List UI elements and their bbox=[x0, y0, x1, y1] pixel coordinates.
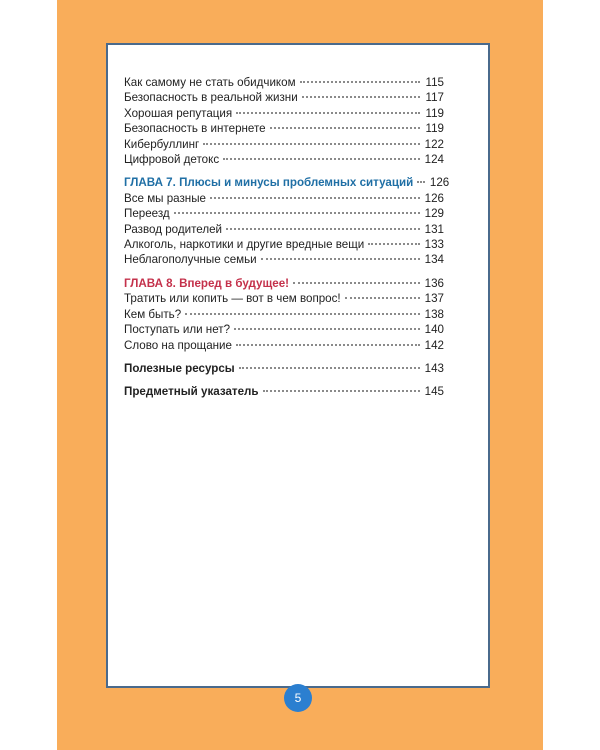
toc-entry[interactable] bbox=[124, 206, 444, 221]
dot-leader bbox=[226, 228, 420, 230]
dot-leader bbox=[203, 143, 420, 145]
dot-leader bbox=[263, 390, 420, 392]
dot-leader bbox=[368, 243, 420, 245]
toc-entry-title: Алкоголь, наркотики и другие вредные вещи bbox=[124, 238, 365, 252]
toc-entry-page: 129 bbox=[424, 207, 444, 221]
dot-leader bbox=[210, 197, 420, 199]
toc-entry-title: Кибербуллинг bbox=[124, 137, 200, 151]
toc-entry-page: 138 bbox=[424, 307, 444, 321]
toc-entry[interactable] bbox=[124, 152, 444, 167]
dot-leader bbox=[223, 158, 420, 160]
toc-entry-title: Неблагополучные семьи bbox=[124, 253, 257, 267]
toc-entry-title: Цифровой детокс bbox=[124, 153, 220, 167]
chapter-title: ГЛАВА 8. Вперед в будущее! bbox=[124, 276, 290, 290]
toc-entry-title: Кем быть? bbox=[124, 307, 182, 321]
toc-entry[interactable] bbox=[124, 106, 444, 121]
resources-heading[interactable] bbox=[124, 361, 444, 376]
toc-entry-page: 122 bbox=[424, 137, 444, 151]
toc-entry[interactable] bbox=[124, 75, 444, 90]
page-number-badge: 5 bbox=[284, 684, 312, 712]
toc-entry[interactable] bbox=[124, 121, 444, 136]
dot-leader bbox=[236, 344, 420, 346]
dot-leader bbox=[300, 81, 420, 83]
dot-leader bbox=[185, 313, 420, 315]
toc-entry-title: Слово на прощание bbox=[124, 338, 232, 352]
section-page: 145 bbox=[424, 385, 444, 399]
toc-entry-title: Хорошая репутация bbox=[124, 106, 233, 120]
toc-entry[interactable] bbox=[124, 237, 444, 252]
dot-leader bbox=[270, 127, 420, 129]
toc-entry-page: 142 bbox=[424, 338, 444, 352]
toc-entry-page: 115 bbox=[425, 76, 444, 89]
toc-entry-page: 131 bbox=[424, 222, 444, 236]
toc-entry[interactable] bbox=[124, 252, 444, 267]
toc-entry-page: 140 bbox=[424, 323, 444, 337]
toc-entry[interactable] bbox=[124, 90, 444, 105]
toc-entry-page: 117 bbox=[425, 91, 444, 105]
toc-entry-page: 124 bbox=[424, 153, 444, 167]
dot-leader bbox=[417, 181, 425, 183]
toc-entry[interactable] bbox=[124, 307, 444, 322]
toc-page bbox=[106, 43, 490, 688]
toc-entry[interactable] bbox=[124, 137, 444, 152]
section-title: Предметный указатель bbox=[124, 385, 259, 399]
toc-entry-title: Безопасность в интернете bbox=[124, 122, 266, 136]
index-heading[interactable] bbox=[124, 384, 444, 399]
dot-leader bbox=[174, 212, 420, 214]
toc-entry-title: Поступать или нет? bbox=[124, 323, 231, 337]
dot-leader bbox=[302, 96, 420, 98]
dot-leader bbox=[293, 282, 420, 284]
toc-entry-title: Все мы разные bbox=[124, 191, 206, 205]
dot-leader bbox=[261, 258, 420, 260]
chapter-7-heading[interactable] bbox=[124, 175, 450, 190]
toc-entry-title: Как самому не стать обидчиком bbox=[124, 76, 296, 89]
dot-leader bbox=[345, 297, 420, 299]
toc-entry[interactable] bbox=[124, 322, 444, 337]
toc-entry-page: 126 bbox=[424, 191, 444, 205]
dot-leader bbox=[234, 328, 420, 330]
toc-entry[interactable] bbox=[124, 338, 444, 353]
section-page: 143 bbox=[424, 361, 444, 375]
toc-entry-page: 119 bbox=[425, 106, 444, 120]
toc-entry-title: Развод родителей bbox=[124, 222, 223, 236]
toc-entry[interactable] bbox=[124, 191, 444, 206]
chapter-page: 136 bbox=[424, 276, 444, 290]
toc-entry-page: 133 bbox=[424, 238, 444, 252]
dot-leader bbox=[236, 112, 420, 114]
table-of-contents bbox=[124, 75, 450, 400]
chapter-8-heading[interactable] bbox=[124, 276, 444, 291]
toc-entry-page: 134 bbox=[424, 253, 444, 267]
chapter-title: ГЛАВА 7. Плюсы и минусы проблемных ситуаций bbox=[124, 176, 414, 190]
toc-entry-title: Безопасность в реальной жизни bbox=[124, 91, 298, 105]
section-title: Полезные ресурсы bbox=[124, 361, 235, 375]
toc-entry-title: Переезд bbox=[124, 207, 170, 221]
toc-entry[interactable] bbox=[124, 291, 444, 306]
toc-entry-page: 119 bbox=[425, 122, 444, 136]
toc-entry-title: Тратить или копить — вот в чем вопрос! bbox=[124, 292, 341, 306]
dot-leader bbox=[239, 367, 420, 369]
toc-entry-page: 137 bbox=[424, 292, 444, 306]
toc-entry[interactable] bbox=[124, 222, 444, 237]
chapter-page: 126 bbox=[429, 176, 450, 190]
